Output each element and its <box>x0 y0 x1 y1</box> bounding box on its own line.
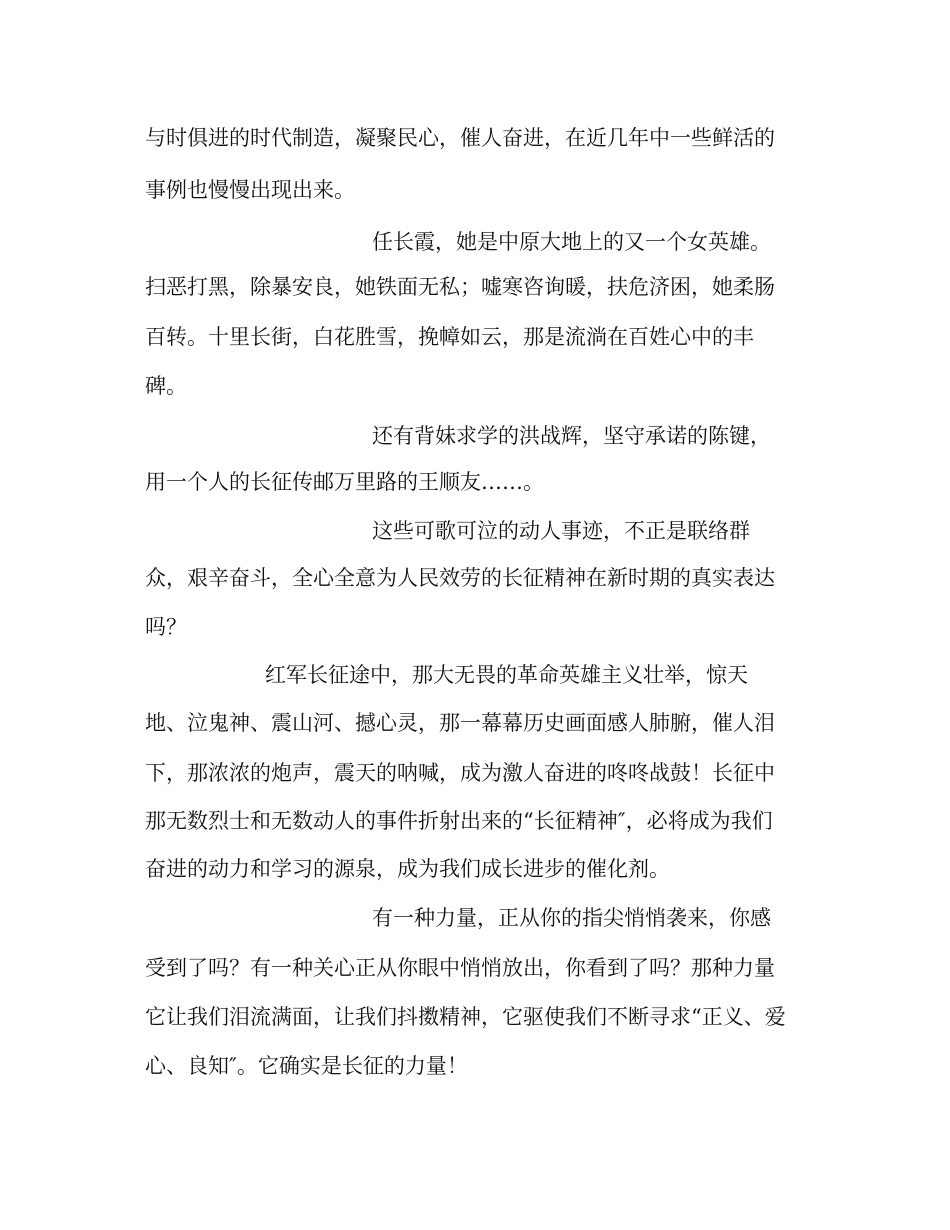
text-line: 这些可歌可泣的动人事迹，不正是联络群 <box>372 519 750 543</box>
text-line: 受到了吗？有一种关心正从你眼中悄悄放出，你看到了吗？那种力量 <box>145 956 775 980</box>
text-line: 红军长征途中，那大无畏的革命英雄主义壮举，惊天 <box>265 663 748 687</box>
text-line: 事例也慢慢出现出来。 <box>145 178 355 202</box>
text-line: 那无数烈士和无数动人的事件折射出来的“长征精神″，必将成为我们 <box>145 809 773 833</box>
text-line: 奋进的动力和学习的源泉，成为我们成长进步的催化剂。 <box>145 857 670 881</box>
text-line: 碑。 <box>145 374 187 398</box>
text-line: 众，艰辛奋斗，全心全意为人民效劳的长征精神在新时期的真实表达 <box>145 566 775 590</box>
text-line: 扫恶打黑，除暴安良，她铁面无私；嘘寒咨询暖，扶危济困，她柔肠 <box>145 275 775 299</box>
text-line: 有一种力量，正从你的指尖悄悄袭来，你感 <box>372 906 771 930</box>
text-line: 吗？ <box>145 615 187 639</box>
text-line: 地、泣鬼神、震山河、撼心灵，那一幕幕历史画面感人肺腑，催人泪 <box>145 711 775 735</box>
text-line: 心、良知″。它确实是长征的力量！ <box>145 1054 468 1078</box>
text-line: 下，那浓浓的炮声，震天的呐喊，成为激人奋进的咚咚战鼓！长征中 <box>145 761 775 785</box>
text-line: 与时俱进的时代制造，凝聚民心，催人奋进，在近几年中一些鲜活的 <box>145 126 775 150</box>
text-line: 还有背妹求学的洪战辉，坚守承诺的陈键， <box>372 424 771 448</box>
text-line: 它让我们泪流满面，让我们抖擞精神，它驱使我们不断寻求“正义、爱 <box>145 1005 786 1029</box>
text-line: 百转。十里长街，白花胜雪，挽幛如云，那是流淌在百姓心中的丰 <box>145 325 754 349</box>
text-line: 用一个人的长征传邮万里路的王顺友……。 <box>145 470 544 494</box>
text-line: 任长霞，她是中原大地上的又一个女英雄。 <box>372 230 771 254</box>
